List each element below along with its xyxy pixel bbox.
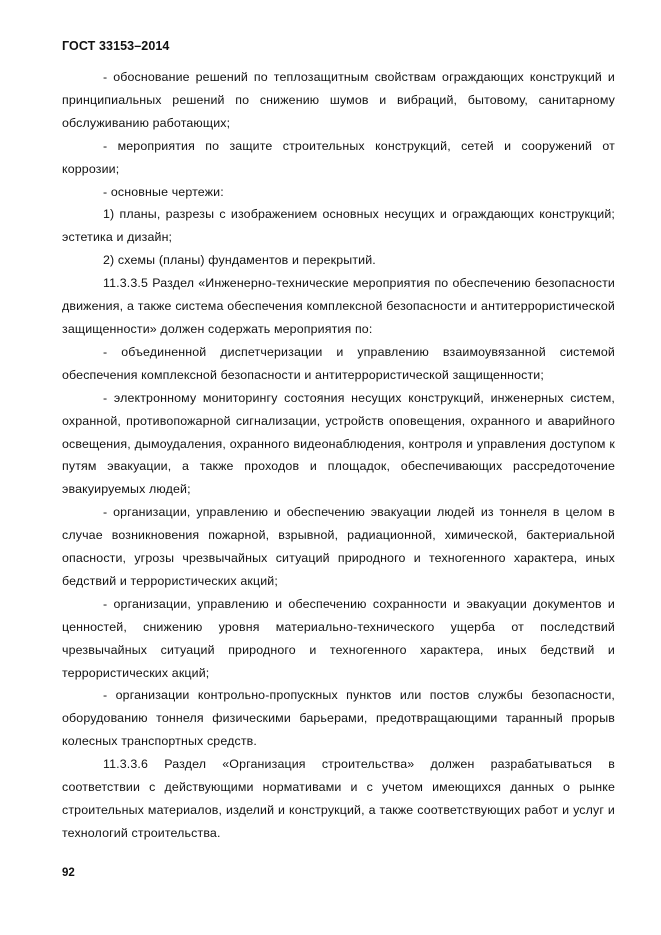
paragraph: - объединенной диспетчеризации и управлению взаимоувязанной системой обеспечения комплексной безопасности и антитеррористической защищенности; bbox=[62, 344, 615, 382]
standard-header: ГОСТ 33153–2014 bbox=[62, 39, 170, 53]
paragraph: 2) схемы (планы) фундаментов и перекрытий. bbox=[103, 253, 376, 268]
paragraph: - организации, управлению и обеспечению эвакуации людей из тоннеля в целом в случае возникновения пожарной, взрывной, радиационной, химической, бактериальной опасности, угрозы чрезвычайных ситуаций природного и техногенного характера, иных бедствий и террористических акций; bbox=[62, 505, 615, 588]
paragraph: - обоснование решений по теплозащитным свойствам ограждающих конструкций и принципиальных решений по снижению шумов и вибраций, бытовому, санитарному обслуживанию работающих; bbox=[62, 70, 615, 130]
paragraph: 1) планы, разрезы с изображением основных несущих и ограждающих конструкций; эстетика и дизайн; bbox=[62, 207, 615, 245]
document-body bbox=[62, 66, 615, 845]
paragraph: - электронному мониторингу состояния несущих конструкций, инженерных систем, охранной, противопожарной сигнализации, устройств оповещения, охранного и аварийного освещения, дымоудаления, охранного видеонаблюдения, контроля и управления доступом к путям эвакуации, а также проходов и площадок, обеспечивающих рассредоточение эвакуируемых людей; bbox=[62, 390, 615, 497]
paragraph: - мероприятия по защите строительных конструкций, сетей и сооружений от коррозии; bbox=[62, 138, 615, 176]
paragraph: - организации, управлению и обеспечению сохранности и эвакуации документов и ценностей, снижению уровня материально-технического ущерба от последствий чрезвычайных ситуаций природного и техногенного характера, иных бедствий и террористических акций; bbox=[62, 596, 615, 680]
section-paragraph: 11.3.3.6 Раздел «Организация строительства» должен разрабатываться в соответствии с действующими нормативами и с учетом имеющихся данных о рынке строительных материалов, изделий и конструкций, а также соответствующих работ и услуг и технологий строительства. bbox=[62, 757, 615, 840]
paragraph: - организации контрольно-пропускных пунктов или постов службы безопасности, оборудованию тоннеля физическими барьерами, предотвращающими таранный прорыв колесных транспортных средств. bbox=[62, 688, 615, 749]
page-number: 92 bbox=[62, 867, 75, 879]
paragraph: - основные чертежи: bbox=[103, 184, 224, 199]
section-paragraph: 11.3.3.5 Раздел «Инженерно-технические мероприятия по обеспечению безопасности движения, а также система обеспечения комплексной безопасности и антитеррористической защищенности» должен содержать мероприятия по: bbox=[62, 276, 615, 336]
